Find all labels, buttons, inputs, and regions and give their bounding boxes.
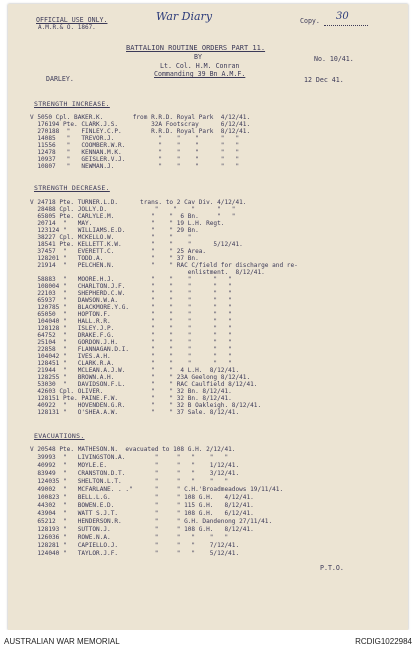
list-item: 44302 " BOWEN.E.D. " " 115 G.H. 8/12/41. — [30, 502, 254, 509]
list-item: 108004 " CHARLTON.J.F. " " " " " — [30, 283, 232, 290]
list-item: 40922 " HOVENDEN.G.R. " " 32 B Oakleigh. 8/12/41. — [30, 402, 262, 409]
list-item: 176194 Pte. CLARK.J.S. 32A Footscray 6/12/41. — [30, 121, 251, 128]
commanding-line: Commanding 39 Bn A.M.F. — [154, 70, 246, 78]
list-item: 128255 " BROWN.A.H. " " 23A Geelong 8/12/41. — [30, 374, 251, 381]
list-item: 124040 " TAYLOR.J.F. " " " 5/12/41. — [30, 550, 240, 557]
list-item: 28488 Cpl. JOLLY.D. " " " " " — [30, 206, 236, 213]
list-item: 128281 " CAPIELLO.J. " " " 7/12/41. — [30, 542, 240, 549]
copy-line — [324, 25, 368, 26]
list-item: 21914 " PELCHEN.N. " " RAC C/field for discharge and re- — [30, 262, 298, 269]
form-number: A.M.R.& O. 1867. — [38, 24, 96, 31]
list-item: enlistment. 8/12/41. — [30, 269, 265, 276]
place-label: DARLEY. — [46, 75, 74, 83]
copy-number: 30 — [336, 11, 349, 22]
section-heading-strength-decrease: STRENGTH DECREASE. — [34, 184, 110, 192]
archive-id: RCDIG1022984 — [355, 637, 412, 646]
archive-footer — [0, 630, 416, 654]
list-item: 10807 " NEWMAN.J. " " " " " — [30, 163, 240, 170]
list-item: 128151 Pte. PAINE.F.W. " " 32 Bn. 8/12/41. — [30, 395, 232, 402]
by-label: BY — [194, 53, 202, 61]
list-item: 25104 " GORDON.J.H. " " " " " — [30, 339, 232, 346]
list-item: 83949 " CRANSTON.D.T. " " " 3/12/41. — [30, 470, 240, 477]
commander-name: Lt. Col. H.M. Conran — [160, 62, 240, 70]
list-item: 12478 " KENNAN.M.K. " " " " " — [30, 149, 240, 156]
list-item: 123124 " WILLIAMS.E.D. " " 29 Bn. — [30, 227, 199, 234]
list-item: 40992 " MOYLE.E. " " " 1/12/41. — [30, 462, 240, 469]
list-item: 43904 " WATT S.J.T. " " 108 G.H. 6/12/41. — [30, 510, 254, 517]
list-item: 128451 " CLARK.R.A. " " " " " — [30, 360, 232, 367]
list-item: 104042 " IVES.A.H. " " " " " — [30, 353, 232, 360]
list-item: 11556 " COOMBER.W.R. " " " " " — [30, 142, 240, 149]
list-item: 39993 " LIVINGSTON.A. " " " " " — [30, 454, 229, 461]
list-item: 104040 " HALL.R.R. " " " " " — [30, 318, 232, 325]
list-item: 64752 " DRAKE.F.G. " " " " " — [30, 332, 232, 339]
list-item: 38227 Cpl. MCKELLO.W. " " " — [30, 234, 192, 241]
list-item: 126036 " ROWE.N.A. " " " " " — [30, 534, 229, 541]
list-item: 53030 " DAVIDSON.F.L. " " RAC Caulfield 8/12/41. — [30, 381, 258, 388]
list-item: 22858 " FLANNAGAN.D.I. " " " " " — [30, 346, 232, 353]
list-item: 18541 Pte. KELLETT.K.W. " " " 5/12/41. — [30, 241, 243, 248]
list-item: 49002 " MCFARLANE. . ." " " C.H.'Broadmeadows 19/11/41. — [30, 486, 284, 493]
list-item: 100823 " BELL.L.G. " " 108 G.H. 4/12/41. — [30, 494, 254, 501]
pto-label: P.T.O. — [320, 564, 344, 572]
archive-name: AUSTRALIAN WAR MEMORIAL — [4, 637, 120, 646]
list-item: 10937 " GEISLER.V.J. " " " " " — [30, 156, 240, 163]
list-item: V 24718 Pte. TURNER.L.D. trans. to 2 Cav Div. 4/12/41. — [30, 199, 247, 206]
list-item: 128193 " SUTTON.J. " " 108 G.H. 8/12/41. — [30, 526, 254, 533]
list-item: 120785 " BLACKMORE.Y.G. " " " " " — [30, 304, 232, 311]
list-item: 128128 " ISLEY.J.P. " " " " " — [30, 325, 232, 332]
list-item: 65805 Pte. CARLYLE.M. " " 6 Bn. " " — [30, 213, 236, 220]
document-title: BATTALION ROUTINE ORDERS PART 11. — [126, 44, 266, 52]
date-label: 12 Dec 41. — [304, 76, 344, 84]
list-item: 65212 " HENDERSON.R. " " G.H. Dandenong 27/11/41. — [30, 518, 273, 525]
list-item: 128131 " O'SHEA.A.W. " " 37 Sale. 8/12/41. — [30, 409, 240, 416]
list-item: 270188 " FINLEY.C.P. R.R.D. Royal Park 8/12/41. — [30, 128, 251, 135]
list-item: 65050 " HOPTON.F. " " " " " — [30, 311, 232, 318]
list-item: 22103 " SHEPHERD.C.W. " " " " " — [30, 290, 232, 297]
copy-label: Copy. — [300, 17, 320, 25]
list-item: 37457 " EVERETT.C. " " 25 Area. — [30, 248, 207, 255]
list-item: 21944 " MCLEAN.A.J.W. " " 4 L.H. 8/12/41. — [30, 367, 240, 374]
section-heading-evacuations: EVACUATIONS. — [34, 432, 85, 440]
list-item: 20714 " MAY. " " 19 L.H. Regt. — [30, 220, 225, 227]
list-item: V 20548 Pte. MATHESON.N. evacuated to 108 G.H. 2/12/41. — [30, 446, 236, 453]
list-item: 42603 Cpl. OLIVER. " " 32 Bn. 8/12/41. — [30, 388, 232, 395]
order-number: No. 10/41. — [314, 55, 354, 63]
list-item: 128201 " TODD.A. " " 37 Bn. — [30, 255, 199, 262]
section-heading-strength-increase: STRENGTH INCREASE. — [34, 100, 110, 108]
list-item: 58883 " MOORE.H.J. " " " " " — [30, 276, 232, 283]
list-item: 14085 " TREVOR.J. " " " " " — [30, 135, 240, 142]
handwritten-note: War Diary — [156, 10, 213, 23]
list-item: 65937 " DAWSON.W.A. " " " " " — [30, 297, 232, 304]
document-page — [8, 4, 408, 630]
official-use-label: OFFICIAL USE ONLY. — [36, 16, 108, 24]
list-item: V 5050 Cpl. BAKER.K. from R.R.D. Royal Park 4/12/41. — [30, 114, 251, 121]
list-item: 124035 " SHELTON.L.T. " " " " " — [30, 478, 229, 485]
